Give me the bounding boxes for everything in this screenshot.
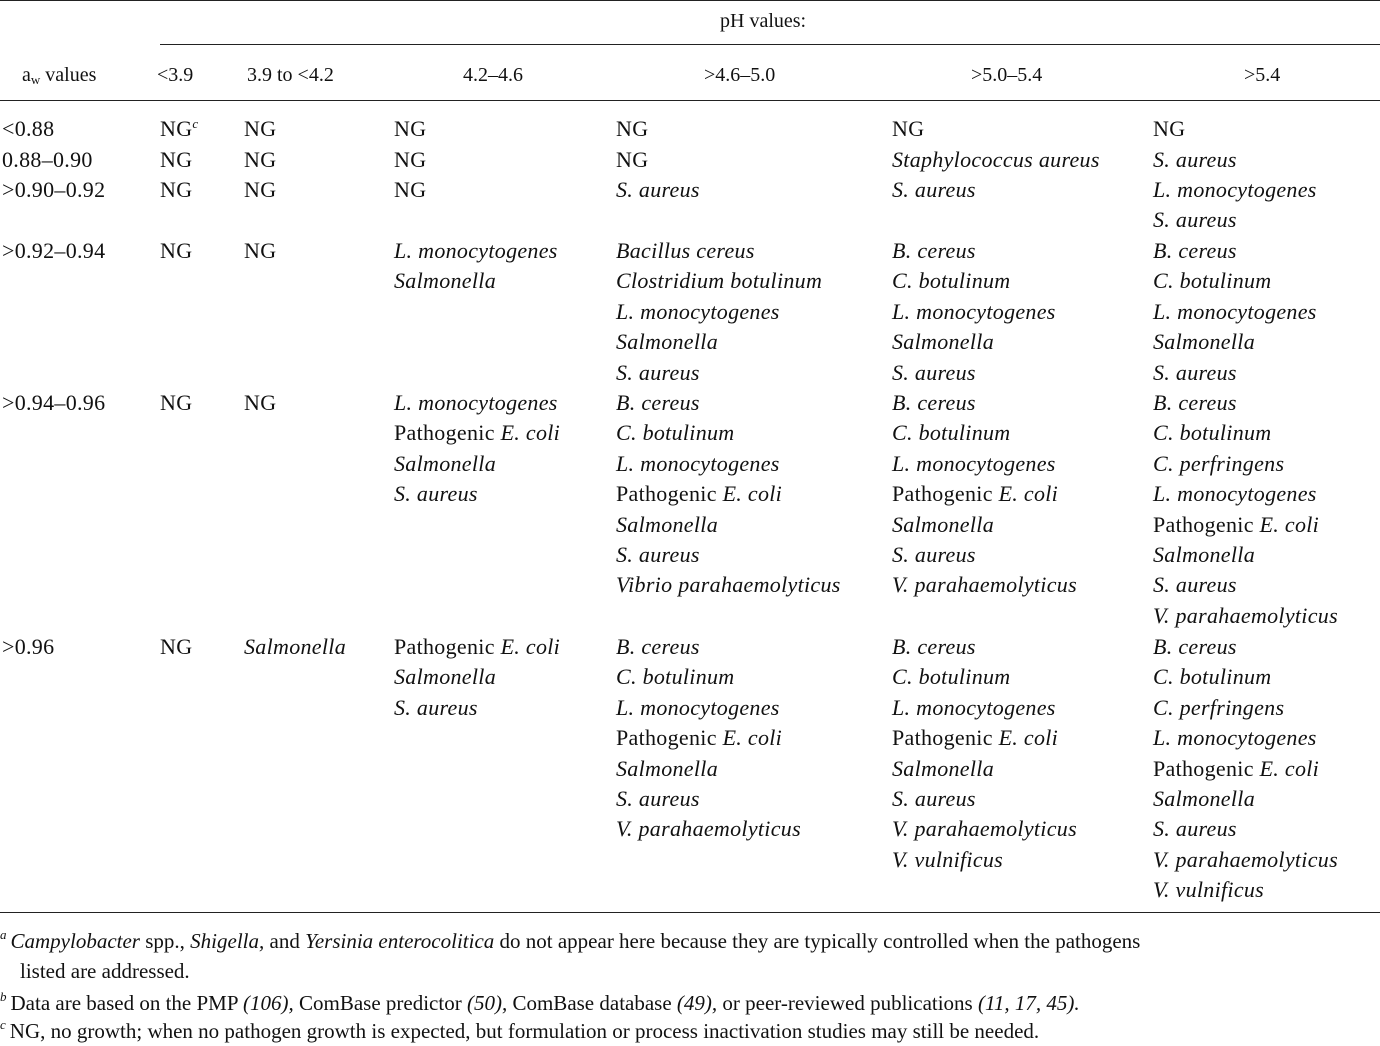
footnote: $^a$ Campylobacter spp., Shigella, and Yersinia enterocolitica do not appear here because they are typically controlled when the pathogens (0, 927, 1141, 953)
cell-line: Salmonella (1153, 541, 1255, 567)
ph-group-header: pH values: (720, 10, 807, 32)
table-cell (1153, 236, 1317, 388)
cell-line: Salmonella (394, 450, 496, 476)
cell-line: L. monocytogenes (892, 694, 1056, 720)
table-bottom-rule (0, 912, 1380, 913)
table-cell (394, 236, 558, 297)
footnote: $^b$ Data are based on the PMP (106), ComBase predictor (50), ComBase database (49), or peer-reviewed publications (11, 17, 45). (0, 989, 1080, 1015)
ph-group-rule (160, 44, 1380, 45)
cell-line: V. parahaemolyticus (616, 816, 801, 842)
cell-line: L. monocytogenes (892, 298, 1056, 324)
cell-line: Pathogenic E. coli (1153, 511, 1320, 537)
cell-line: Salmonella (394, 268, 496, 294)
footnote-mark: b (0, 989, 7, 1004)
cell-line: S. aureus (1153, 816, 1237, 842)
table-cell (1153, 145, 1237, 175)
table-cell (892, 632, 1077, 875)
table-cell (394, 114, 426, 144)
table-cell (616, 175, 700, 205)
cell-line: Pathogenic E. coli (616, 725, 783, 751)
cell-line: Clostridium botulinum (616, 268, 823, 294)
cell-line: Bacillus cereus (616, 238, 755, 263)
aw-row-label: 0.88–0.90 (2, 147, 93, 172)
cell-line: S. aureus (892, 541, 976, 567)
cell-line: V. parahaemolyticus (892, 816, 1077, 842)
ph-column-header: >5.4 (1244, 64, 1281, 86)
cell-line: S. aureus (616, 541, 700, 567)
table-cell (394, 632, 560, 723)
cell-line: NG (394, 116, 427, 141)
cell-line: Salmonella (1153, 329, 1255, 355)
table-cell (160, 175, 192, 205)
cell-line: NG (244, 390, 277, 415)
cell-line: Salmonella (244, 634, 346, 659)
table-cell (892, 388, 1077, 601)
cell-line: B. cereus (616, 634, 700, 659)
cell-line: S. aureus (1153, 359, 1237, 385)
table-cell (1153, 632, 1338, 906)
aw-row-label: >0.90–0.92 (2, 177, 106, 202)
cell-line: B. cereus (616, 390, 700, 415)
top-rule (0, 0, 1380, 1)
cell-line: L. monocytogenes (1153, 298, 1317, 324)
cell-line: Pathogenic E. coli (394, 634, 561, 659)
cell-line: C. botulinum (1153, 268, 1272, 294)
cell-line: Salmonella (892, 511, 994, 537)
cell-line: B. cereus (1153, 390, 1237, 415)
cell-line: Salmonella (892, 755, 994, 781)
table-cell (1153, 175, 1317, 236)
cell-line: C. botulinum (616, 420, 735, 446)
footnote-mark: a (0, 927, 7, 942)
table-cell (616, 236, 822, 388)
cell-line: S. aureus (1153, 147, 1237, 172)
cell-line: NG (244, 147, 277, 172)
cell-line: L. monocytogenes (1153, 725, 1317, 751)
table-cell (616, 114, 648, 144)
aw-label-rest: values (40, 64, 97, 86)
aw-label-main: a (22, 64, 31, 86)
cell-line: Pathogenic E. coli (394, 420, 561, 446)
cell-line: Pathogenic E. coli (892, 725, 1059, 751)
table-cell (892, 175, 976, 205)
cell-line: V. vulnificus (1153, 877, 1265, 903)
cell-line: Staphylococcus aureus (892, 147, 1100, 172)
cell-line: L. monocytogenes (616, 694, 780, 720)
cell-line: Salmonella (892, 329, 994, 355)
table-cell (1153, 388, 1338, 631)
cell-line: NG (394, 177, 427, 202)
table-cell (244, 236, 276, 266)
header-bottom-rule (0, 100, 1380, 101)
cell-line: C. perfringens (1153, 450, 1285, 476)
ph-column-header: <3.9 (157, 64, 194, 86)
cell-line: NG (616, 116, 649, 141)
table-cell (1153, 114, 1185, 144)
cell-line: C. perfringens (1153, 694, 1285, 720)
cell-line: Pathogenic E. coli (1153, 755, 1320, 781)
cell-line: S. aureus (1153, 207, 1237, 233)
cell-line: L. monocytogenes (394, 238, 558, 263)
cell-line: S. aureus (892, 177, 976, 202)
table-cell (616, 632, 801, 845)
cell-line: B. cereus (1153, 238, 1237, 263)
table-cell (244, 145, 276, 175)
cell-line: S. aureus (616, 359, 700, 385)
cell-line: $NG^c$ (160, 116, 199, 141)
footnote-mark: c (0, 1017, 6, 1032)
table-cell (244, 388, 276, 418)
cell-line: NG (244, 177, 277, 202)
cell-line: S. aureus (892, 785, 976, 811)
cell-line: NG (394, 147, 427, 172)
cell-line: S. aureus (394, 481, 478, 507)
cell-line: L. monocytogenes (1153, 177, 1317, 202)
aw-column-header (22, 60, 96, 90)
cell-line: B. cereus (1153, 634, 1237, 659)
table-cell (892, 145, 1100, 175)
cell-line: L. monocytogenes (394, 390, 558, 415)
cell-line: C. botulinum (892, 664, 1011, 690)
cell-line: NG (616, 147, 649, 172)
cell-line: Pathogenic E. coli (616, 481, 783, 507)
table-cell (160, 145, 192, 175)
table-cell (892, 114, 924, 144)
cell-line: Vibrio parahaemolyticus (616, 572, 841, 598)
table-cell (160, 114, 198, 144)
cell-line: B. cereus (892, 634, 976, 659)
cell-line: NG (244, 116, 277, 141)
ph-column-header: 4.2–4.6 (463, 64, 523, 86)
cell-line: NG (160, 177, 193, 202)
footnote: $^c$ NG, no growth; when no pathogen growth is expected, but formulation or process inactivation studies may still be needed. (0, 1017, 1040, 1043)
cell-line: Pathogenic E. coli (892, 481, 1059, 507)
table-cell (244, 632, 346, 662)
cell-line: V. vulnificus (892, 846, 1004, 872)
cell-line: NG (160, 634, 193, 659)
aw-row-label: >0.96 (2, 634, 55, 659)
cell-line: L. monocytogenes (1153, 481, 1317, 507)
cell-line: S. aureus (616, 177, 700, 202)
cell-line: C. botulinum (616, 664, 735, 690)
cell-line: Salmonella (616, 511, 718, 537)
cell-line: L. monocytogenes (616, 298, 780, 324)
ph-column-header: >4.6–5.0 (704, 64, 776, 86)
cell-line: C. botulinum (892, 420, 1011, 446)
cell-line: V. parahaemolyticus (892, 572, 1077, 598)
cell-line: V. parahaemolyticus (1153, 846, 1338, 872)
cell-line: V. parahaemolyticus (1153, 602, 1338, 628)
table-cell (160, 388, 192, 418)
aw-row-label: >0.94–0.96 (2, 390, 106, 415)
cell-line: S. aureus (394, 694, 478, 720)
cell-line: B. cereus (892, 238, 976, 263)
cell-line: C. botulinum (1153, 420, 1272, 446)
ph-column-header: 3.9 to <4.2 (247, 64, 334, 86)
cell-line: L. monocytogenes (616, 450, 780, 476)
cell-line: Salmonella (616, 329, 718, 355)
cell-line: L. monocytogenes (892, 450, 1056, 476)
cell-line: S. aureus (1153, 572, 1237, 598)
cell-line: B. cereus (892, 390, 976, 415)
cell-line: NG (892, 116, 925, 141)
aw-row-label: >0.92–0.94 (2, 238, 106, 263)
table-cell (616, 145, 648, 175)
cell-line: NG (160, 390, 193, 415)
aw-row-label: <0.88 (2, 116, 55, 141)
table-cell (244, 114, 276, 144)
cell-line: C. botulinum (892, 268, 1011, 294)
cell-line: S. aureus (892, 359, 976, 385)
cell-line: C. botulinum (1153, 664, 1272, 690)
cell-line: Salmonella (394, 664, 496, 690)
table-cell (244, 175, 276, 205)
table-cell (616, 388, 841, 601)
table-cell (160, 632, 192, 662)
footnote-continuation: listed are addressed. (20, 959, 190, 983)
cell-line: NG (160, 147, 193, 172)
cell-line: S. aureus (616, 785, 700, 811)
cell-line: Salmonella (1153, 785, 1255, 811)
aw-label-sub: w (30, 72, 41, 87)
table-cell (394, 145, 426, 175)
cell-line: Salmonella (616, 755, 718, 781)
table-cell (892, 236, 1056, 388)
table-cell (394, 388, 560, 510)
cell-line: NG (1153, 116, 1186, 141)
table-cell (394, 175, 426, 205)
cell-line: NG (244, 238, 277, 263)
table-cell (160, 236, 192, 266)
cell-line: NG (160, 238, 193, 263)
ph-column-header: >5.0–5.4 (971, 64, 1043, 86)
